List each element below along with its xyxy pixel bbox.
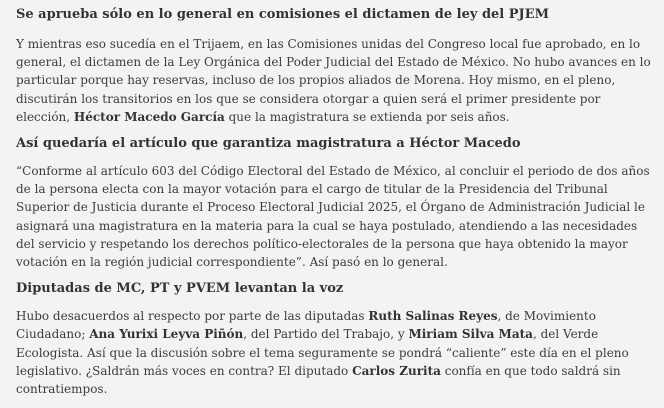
person-name-miriam-silva: Miriam Silva Mata [408,327,533,342]
paragraph-article-quote: “Conforme al artículo 603 del Código Electoral del Estado de México, al concluir el periodo de dos años de la persona electa con la mayor votación para el cargo de titular de la Presidencia del Tribunal Superior de Justicia durante el Proceso Electoral Judicial 2025, el Órgano de Administración Judicial le asignará una magistratura en la materia para la cual se haya postulado, atendiendo a las necesidades del servicio y respetando los derechos político-electorales de la persona que haya obtenido la mayor votación en la región judicial correspondiente”. Así pasó en lo general. [16,164,650,270]
person-name-hector-macedo: Héctor Macedo García [73,109,225,124]
paragraph-comisiones [16,35,656,126]
paragraph-text: , del Partido del Trabajo, y [243,327,409,342]
paragraph-text: Y mientras eso sucedía en el Trijaem, en las Comisiones unidas del Congreso local fue aprobado, en lo general, el dictamen de la Ley Orgánica del Poder Judicial del Estado de México. No hubo avances en lo particular porque hay reservas, incluso de los propios aliados de Morena. Hoy mismo, en el pleno, discutirán los transitorios en los que se considera otorgar a quien será el primer presidente por elección, [16,37,651,124]
paragraph-diputadas [16,307,656,398]
paragraph-text: Hubo desacuerdos al respecto por parte de las diputadas [16,309,369,324]
section-heading-diputadas: Diputadas de MC, PT y PVEM levantan la voz [16,281,344,297]
paragraph-text: , del Verde Ecologista. Así que la discusión sobre el tema seguramente se pondrá “caliente” este día en el pleno legislativo. ¿Saldrán más voces en contra? El diputado [16,327,629,378]
paragraph-text-end: que la magistratura se extienda por seis años. [224,109,510,124]
paragraph-text-end: confía en que todo saldrá sin contratiempos. [16,363,621,397]
person-name-ruth-salinas: Ruth Salinas Reyes [368,309,498,324]
section-heading-articulo: Así quedaría el artículo que garantiza magistratura a Héctor Macedo [16,136,521,152]
person-name-ana-leyva: Ana Yurixi Leyva Piñón [89,327,244,342]
section-heading-dictamen: Se aprueba sólo en lo general en comisiones el dictamen de ley del PJEM [16,7,549,22]
person-name-carlos-zurita: Carlos Zurita [352,363,441,378]
paragraph-text: , de Movimiento Ciudadano; [16,309,596,342]
